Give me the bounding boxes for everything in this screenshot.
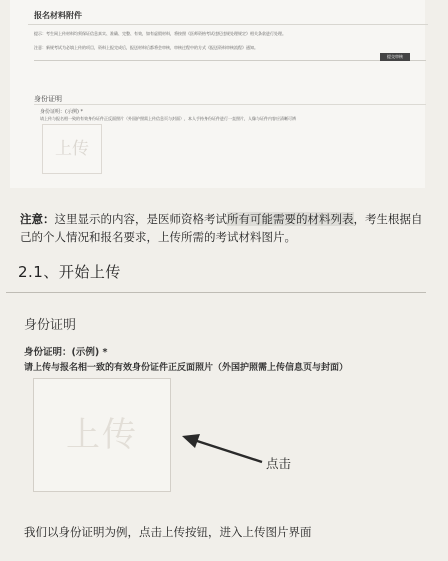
note-paragraph bbox=[20, 210, 432, 246]
upload-label: 上传 bbox=[66, 415, 138, 455]
click-annotation: 点击 bbox=[266, 456, 292, 471]
upload-requirement-text: 请上传与报名相一致的有效身份证件正反面照片（外国护照需上传信息页与封面），本人手持身份证件进行一直照片，人像与证件内容应清晰可辨 bbox=[40, 116, 296, 121]
id-proof-label: 身份证明：(示例) * bbox=[24, 347, 108, 358]
id-proof-section-title: 身份证明 bbox=[34, 95, 62, 103]
note-text: 这里显示的内容，是医师资格考试 bbox=[54, 212, 227, 226]
top-screenshot bbox=[10, 0, 425, 188]
note-text-end: ，考生根据自己的个人情况和报名要求，上传所需的考试材料图片。 bbox=[20, 212, 423, 244]
upload-button[interactable] bbox=[42, 124, 102, 174]
note-prefix: 注意： bbox=[20, 212, 55, 226]
note-highlight: 所有可能需要的材料列表 bbox=[227, 212, 354, 226]
divider bbox=[28, 24, 428, 25]
upload-button[interactable] bbox=[33, 378, 171, 492]
tip-text: 提示：考生网上传材料均须保证信息真实、准确、完整、有效，如有虚假材料，将按照《医师资格考试违纪违规处理规定》相关条款进行处理。 bbox=[34, 31, 286, 36]
pointer-arrow-icon bbox=[176, 430, 266, 470]
notice-text: 注意：新规考试为必填上传的项目，资料上报完成后，报送材料后都将会审核，审核过程中的方式《报送资料审核流程》通知。 bbox=[34, 45, 258, 50]
upload-label: 上传 bbox=[55, 139, 89, 159]
divider bbox=[34, 104, 426, 105]
divider bbox=[34, 60, 426, 61]
id-proof-section-title: 身份证明 bbox=[24, 318, 77, 333]
upload-screenshot bbox=[6, 292, 426, 504]
divider bbox=[6, 292, 426, 293]
attachments-title: 报名材料附件 bbox=[34, 11, 82, 20]
caption-text: 我们以身份证明为例，点击上传按钮，进入上传图片界面 bbox=[24, 525, 312, 539]
section-heading: 2.1、开始上传 bbox=[18, 263, 121, 281]
upload-requirement-text: 请上传与报名相一致的有效身份证件正反面照片（外国护照需上传信息页与封面） bbox=[24, 363, 349, 373]
id-proof-label: 身份证明：(示例) * bbox=[40, 109, 83, 115]
submit-review-button[interactable]: 提交审核 bbox=[380, 53, 410, 61]
